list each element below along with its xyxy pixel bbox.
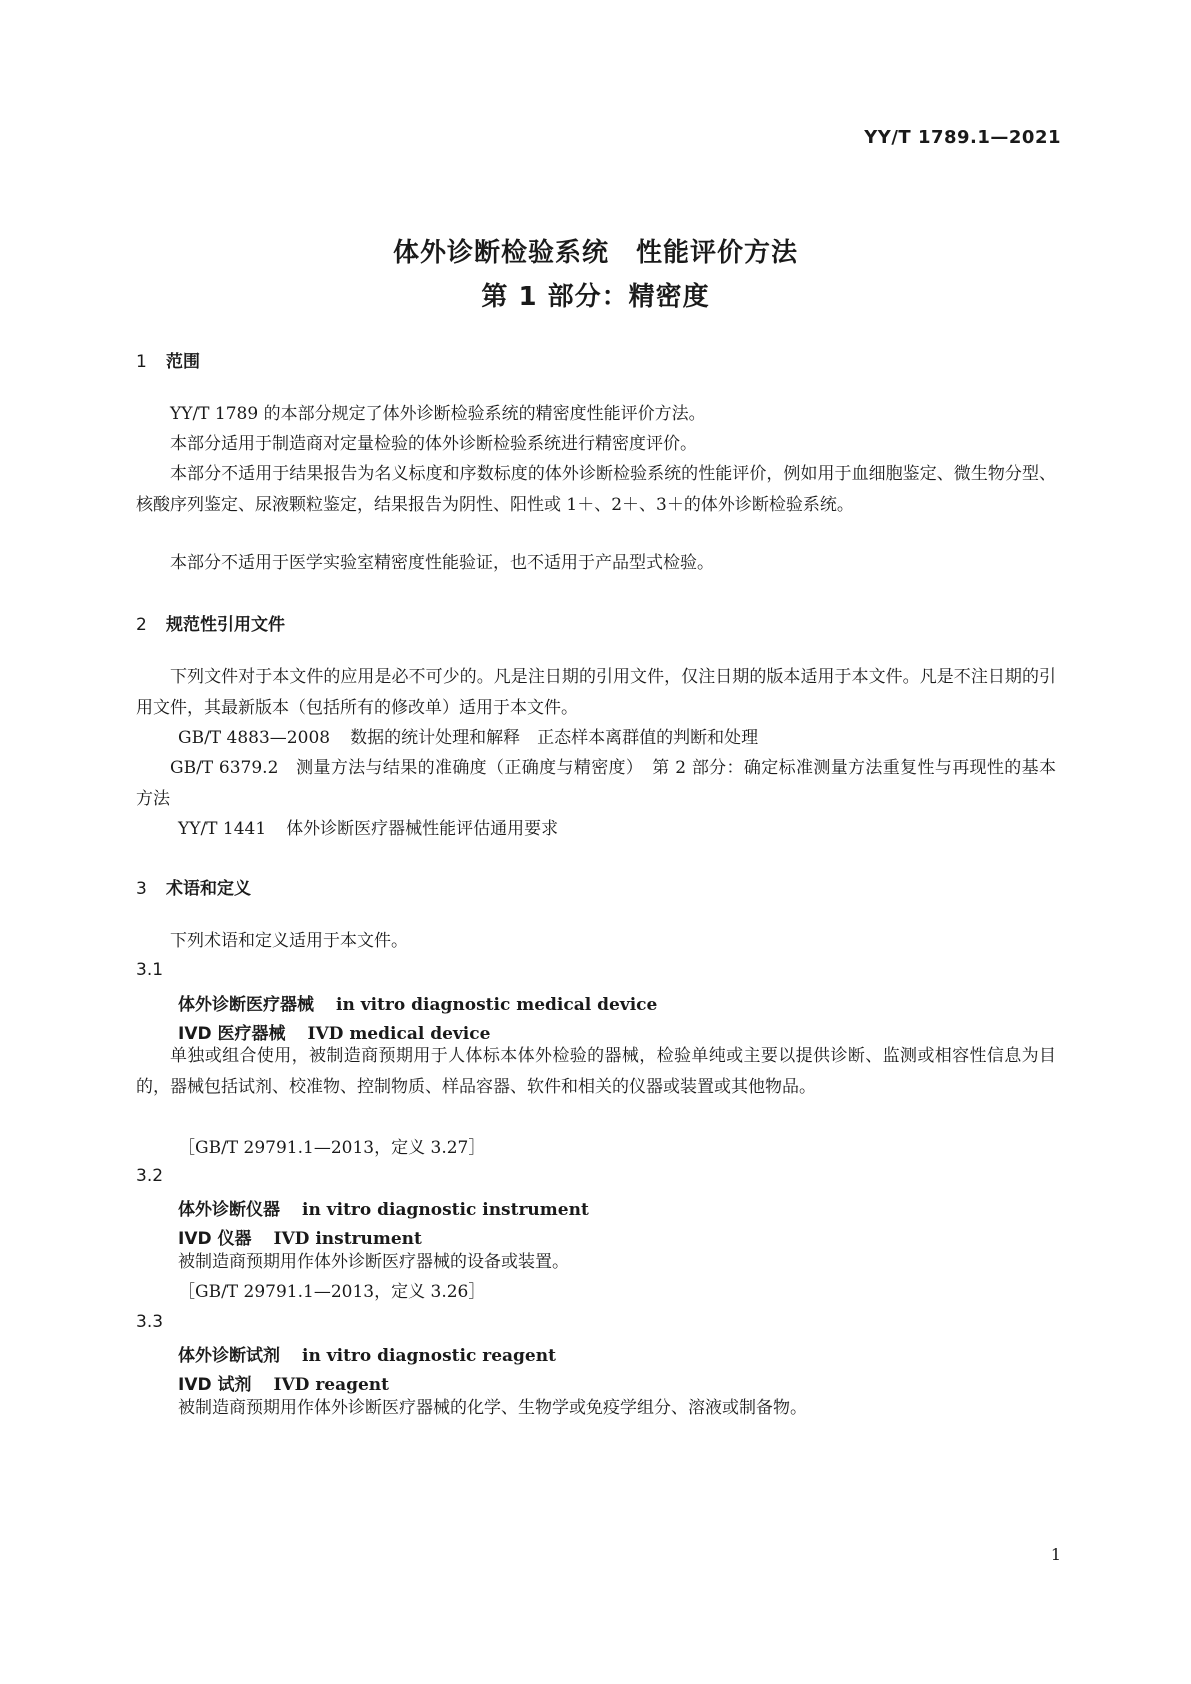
section-title: 规范性引用文件 xyxy=(166,615,285,635)
section-3-heading xyxy=(136,874,251,899)
term-alt-en: IVD medical device xyxy=(307,1024,491,1044)
reference-item xyxy=(178,814,558,845)
term-en: in vitro diagnostic medical device xyxy=(336,995,658,1015)
term-title xyxy=(178,1195,589,1220)
term-definition: 被制造商预期用作体外诊断医疗器械的设备或装置。 xyxy=(178,1252,569,1272)
paragraph: YY/T 1789 的本部分规定了体外诊断检验系统的精密度性能评价方法。 xyxy=(170,404,706,424)
reference-title: 体外诊断医疗器械性能评估通用要求 xyxy=(286,819,559,839)
term-zh: 体外诊断医疗器械 xyxy=(178,995,314,1015)
paragraph: 下列术语和定义适用于本文件。 xyxy=(170,931,408,951)
document-subtitle: 第 1 部分：精密度 xyxy=(481,282,710,312)
term-source: ［GB/T 29791.1—2013，定义 3.26］ xyxy=(178,1282,486,1302)
term-zh: 体外诊断仪器 xyxy=(178,1200,280,1220)
term-en: in vitro diagnostic instrument xyxy=(302,1200,589,1220)
paragraph: 本部分不适用于结果报告为名义标度和序数标度的体外诊断检验系统的性能评价，例如用于血细胞鉴定、微生物分型、核酸序列鉴定、尿液颗粒鉴定，结果报告为阴性、阳性或 1＋、2＋、3＋的体外诊断检验系统。 xyxy=(136,464,1056,515)
section-title: 范围 xyxy=(166,352,200,372)
reference-item xyxy=(178,723,758,754)
section-number: 1 xyxy=(136,352,147,372)
reference-code: GB/T 4883—2008 xyxy=(178,728,331,748)
term-alt-title xyxy=(178,1370,389,1395)
term-title xyxy=(178,990,657,1015)
term-number: 3.3 xyxy=(136,1312,164,1332)
paragraph: 下列文件对于本文件的应用是必不可少的。凡是注日期的引用文件，仅注日期的版本适用于本文件。凡是不注日期的引用文件，其最新版本（包括所有的修改单）适用于本文件。 xyxy=(136,667,1056,718)
page-number: 1 xyxy=(1050,1545,1061,1564)
section-title: 术语和定义 xyxy=(166,879,251,899)
term-alt-en: IVD instrument xyxy=(273,1229,422,1249)
document-title: 体外诊断检验系统 性能评价方法 xyxy=(392,238,798,268)
reference-title: 数据的统计处理和解释 正态样本离群值的判断和处理 xyxy=(350,728,759,748)
paragraph: 本部分不适用于医学实验室精密度性能验证，也不适用于产品型式检验。 xyxy=(170,553,714,573)
term-zh: 体外诊断试剂 xyxy=(178,1346,280,1366)
section-2-heading xyxy=(136,610,285,635)
paragraph: 本部分适用于制造商对定量检验的体外诊断检验系统进行精密度评价。 xyxy=(170,434,697,454)
term-alt-zh: IVD 仪器 xyxy=(178,1229,252,1249)
term-definition: 被制造商预期用作体外诊断医疗器械的化学、生物学或免疫学组分、溶液或制备物。 xyxy=(178,1398,807,1418)
term-number: 3.2 xyxy=(136,1166,164,1186)
term-number: 3.1 xyxy=(136,960,164,980)
term-alt-en: IVD reagent xyxy=(273,1375,390,1395)
reference-code: YY/T 1441 xyxy=(178,819,267,839)
section-number: 3 xyxy=(136,879,147,899)
section-number: 2 xyxy=(136,615,147,635)
term-alt-zh: IVD 试剂 xyxy=(178,1375,252,1395)
term-en: in vitro diagnostic reagent xyxy=(302,1346,556,1366)
reference-item: GB/T 6379.2 测量方法与结果的准确度（正确度与精密度） 第 2 部分：确定标准测量方法重复性与再现性的基本方法 xyxy=(136,758,1056,809)
term-alt-title xyxy=(178,1224,422,1249)
section-1-heading xyxy=(136,347,200,372)
term-source: ［GB/T 29791.1—2013，定义 3.27］ xyxy=(178,1138,486,1158)
document-code: YY/T 1789.1—2021 xyxy=(864,127,1061,148)
term-definition: 单独或组合使用，被制造商预期用于人体标本体外检验的器械，检验单纯或主要以提供诊断、监测或相容性信息为目的，器械包括试剂、校准物、控制物质、样品容器、软件和相关的仪器或装置或其他物品。 xyxy=(136,1046,1056,1097)
term-title xyxy=(178,1341,556,1366)
term-alt-zh: IVD 医疗器械 xyxy=(178,1024,286,1044)
